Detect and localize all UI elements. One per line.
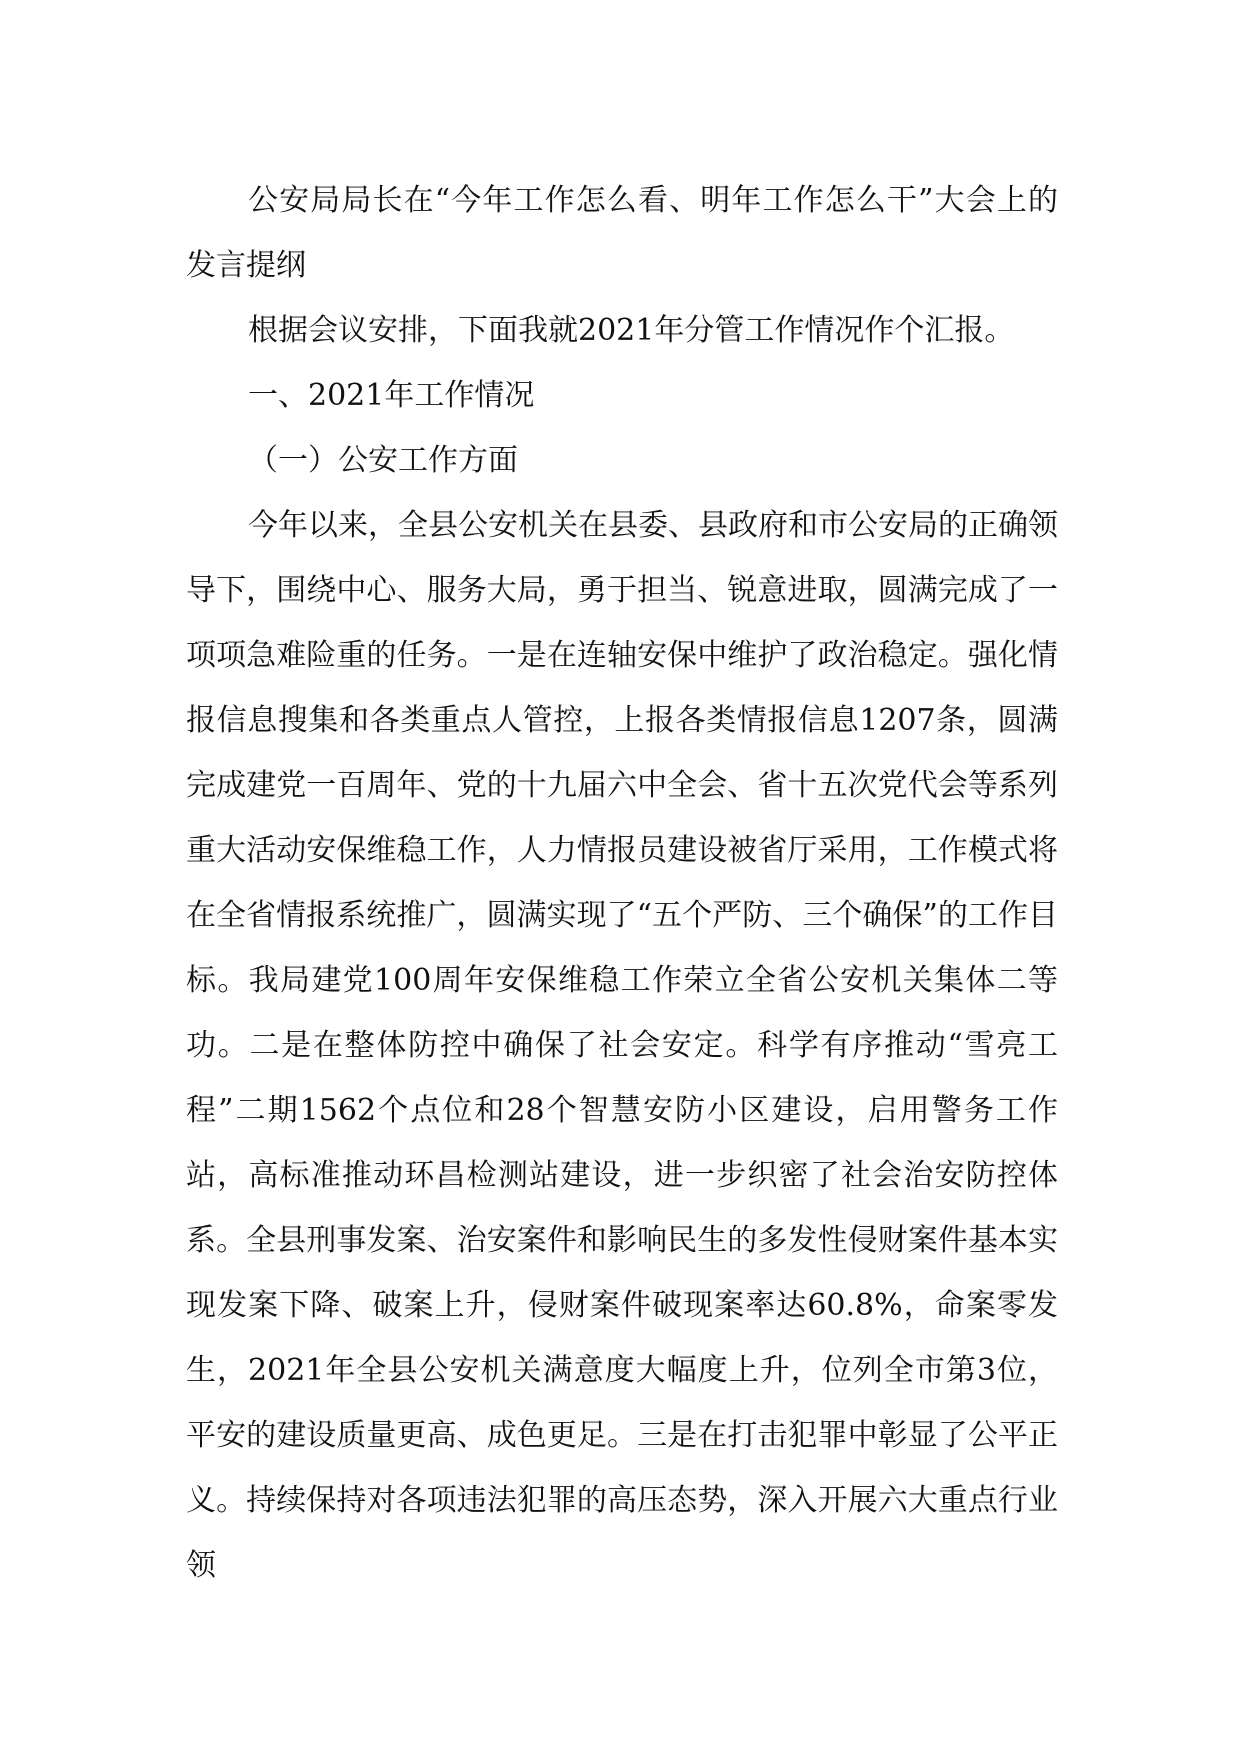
body-paragraph: 今年以来，全县公安机关在县委、县政府和市公安局的正确领导下，围绕中心、服务大局，勇于担当、锐意进取，圆满完成了一项项急难险重的任务。一是在连轴安保中维护了政治稳定。强化情报信息搜集和各类重点人管控，上报各类情报信息1207条，圆满完成建党一百周年、党的十九届六中全会、省十五次党代会等系列重大活动安保维稳工作，人力情报员建设被省厅采用，工作模式将在全省情报系统推广，圆满实现了“五个严防、三个确保”的工作目标。我局建党100周年安保维稳工作荣立全省公安机关集体二等功。二是在整体防控中确保了社会安定。科学有序推动“雪亮工程”二期1562个点位和28个智慧安防小区建设，启用警务工作站，高标准推动环昌检测站建设，进一步织密了社会治安防控体系。全县刑事发案、治安案件和影响民生的多发性侵财案件基本实现发案下降、破案上升，侵财案件破现案率达60.8%，命案零发生，2021年全县公安机关满意度大幅度上升，位列全市第3位，平安的建设质量更高、成色更足。三是在打击犯罪中彰显了公平正义。持续保持对各项违法犯罪的高压态势，深入开展六大重点行业领	[186, 508, 1058, 1583]
intro-paragraph: 根据会议安排，下面我就2021年分管工作情况作个汇报。	[248, 313, 1015, 348]
document-body	[186, 168, 1058, 1598]
document-title: 公安局局长在“今年工作怎么看、明年工作怎么干”大会上的发言提纲	[186, 183, 1058, 283]
section-heading: 一、2021年工作情况	[248, 378, 535, 413]
subsection-heading: （一）公安工作方面	[248, 443, 518, 478]
